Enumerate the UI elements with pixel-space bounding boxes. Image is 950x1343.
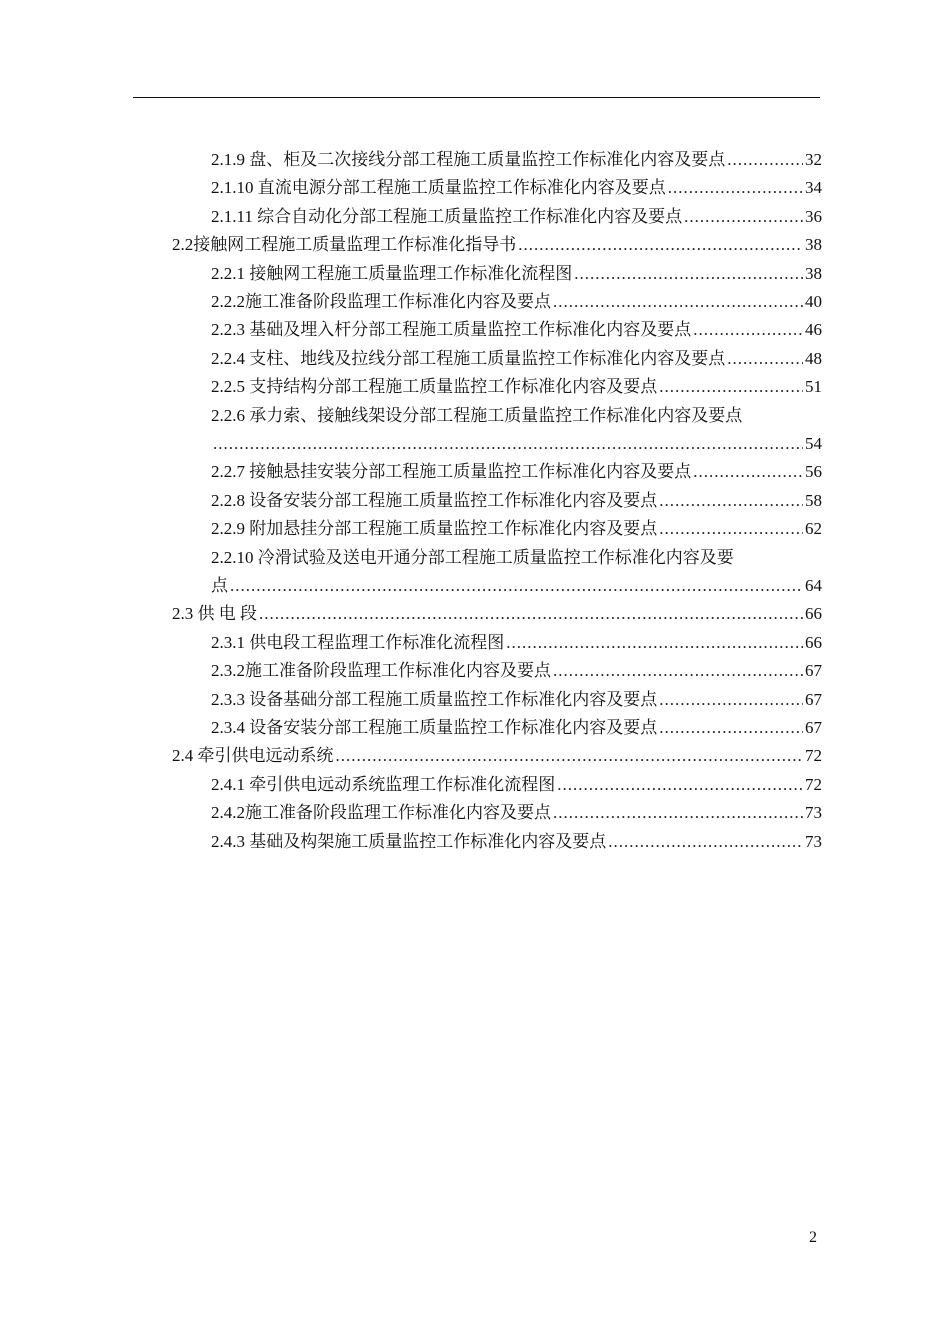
- toc-entry[interactable]: [211, 260, 822, 288]
- toc-entry[interactable]: [211, 487, 822, 515]
- toc-entry[interactable]: [211, 572, 822, 600]
- toc-entry-label: 点: [211, 576, 228, 595]
- toc-entry-page: 73: [805, 831, 822, 851]
- toc-entry-label: 2.2.1 接触网工程施工质量监理工作标准化流程图: [211, 263, 573, 283]
- toc-dot-leader: [684, 203, 803, 231]
- toc-entry-page: 46: [805, 320, 822, 340]
- toc-dot-leader: [553, 288, 803, 316]
- toc-entry-page: 40: [805, 292, 822, 311]
- toc-entry-page: 66: [805, 604, 822, 624]
- toc-entry-page: 36: [805, 206, 822, 226]
- toc-entry-label: 2.1.10 直流电源分部工程施工质量监控工作标准化内容及要点: [211, 178, 666, 198]
- toc-entry[interactable]: [211, 203, 822, 231]
- toc-entry-page: 51: [805, 377, 822, 397]
- toc-entry-page: 72: [805, 774, 822, 794]
- toc-entry[interactable]: [172, 742, 822, 770]
- toc-entry-label: 2.1.9 盘、柜及二次接线分部工程施工质量监控工作标准化内容及要点: [211, 150, 726, 169]
- toc-entry-label: 2.4.1 牵引供电远动系统监理工作标准化流程图: [211, 774, 556, 794]
- toc-entry-label: 2.3 供 电 段: [172, 604, 257, 624]
- toc-entry-page: 32: [805, 150, 822, 169]
- toc-dot-leader: [557, 771, 803, 799]
- toc-entry[interactable]: [211, 515, 822, 543]
- toc-entry[interactable]: [211, 544, 822, 572]
- toc-dot-leader: [693, 458, 803, 486]
- toc-dot-leader: [230, 572, 803, 600]
- toc-entry-label: 2.2.3 基础及埋入杆分部工程施工质量监控工作标准化内容及要点: [211, 320, 692, 340]
- toc-dot-leader: [727, 345, 803, 373]
- toc-entry-page: 72: [805, 746, 822, 766]
- toc-entry-label: 2.2.8 设备安装分部工程施工质量监控工作标准化内容及要点: [211, 490, 658, 510]
- toc-entry-label: 2.1.11 综合自动化分部工程施工质量监控工作标准化内容及要点: [211, 206, 683, 226]
- toc-dot-leader: [659, 686, 803, 714]
- toc-entry-page: 38: [805, 235, 822, 255]
- toc-entry-page: 54: [805, 434, 822, 453]
- page-number: 2: [809, 1229, 817, 1246]
- toc-dot-leader: [659, 714, 803, 742]
- toc-entry[interactable]: [211, 771, 822, 799]
- toc-entry-label: 2.3.4 设备安装分部工程施工质量监控工作标准化内容及要点: [211, 718, 658, 737]
- toc-entry-label: 2.3.3 设备基础分部工程施工质量监控工作标准化内容及要点: [211, 689, 658, 709]
- toc-entry-label: 2.2接触网工程施工质量监理工作标准化指导书: [172, 235, 517, 255]
- toc-dot-leader: [574, 260, 803, 288]
- toc-entry-page: 62: [805, 519, 822, 539]
- toc-entry[interactable]: [211, 316, 822, 344]
- toc-entry[interactable]: [211, 657, 822, 685]
- toc-entry[interactable]: [211, 828, 822, 856]
- toc-entry[interactable]: [211, 430, 822, 458]
- toc-entry-label: 2.2.5 支持结构分部工程施工质量监控工作标准化内容及要点: [211, 377, 658, 397]
- toc-entry[interactable]: [172, 231, 822, 259]
- toc-entry-page: 64: [805, 576, 822, 595]
- toc-entry-label: 2.2.10 冷滑试验及送电开通分部工程施工质量监控工作标准化内容及要: [211, 547, 734, 567]
- toc-entry-page: 56: [805, 462, 822, 482]
- toc-entry-page: 48: [805, 348, 822, 368]
- toc-dot-leader: [553, 657, 803, 685]
- toc-entry[interactable]: [211, 174, 822, 202]
- toc-dot-leader: [336, 742, 804, 770]
- toc-entry[interactable]: [211, 629, 822, 657]
- toc-entry-label: 2.4 牵引供电远动系统: [172, 746, 334, 766]
- header-rule: [133, 97, 820, 98]
- toc-entry-label: 2.4.2施工准备阶段监理工作标准化内容及要点: [211, 803, 551, 823]
- toc-entry-label: 2.2.2施工准备阶段监理工作标准化内容及要点: [211, 292, 551, 311]
- toc-entry-label: 2.3.2施工准备阶段监理工作标准化内容及要点: [211, 661, 551, 681]
- toc-entry-page: 58: [805, 490, 822, 510]
- toc-entry-page: 38: [805, 263, 822, 283]
- toc-dot-leader: [213, 430, 803, 458]
- toc-entry[interactable]: [211, 458, 822, 486]
- toc-entry[interactable]: [211, 402, 822, 430]
- toc-entry-label: 2.4.3 基础及构架施工质量监控工作标准化内容及要点: [211, 831, 607, 851]
- toc-entry-page: 34: [805, 178, 822, 198]
- toc-entry-page: 66: [805, 632, 822, 652]
- toc-dot-leader: [259, 600, 803, 628]
- toc-dot-leader: [668, 174, 803, 202]
- toc-dot-leader: [727, 146, 803, 174]
- toc-dot-leader: [553, 799, 803, 827]
- toc-entry[interactable]: [211, 288, 822, 316]
- toc-entry-label: 2.2.7 接触悬挂安装分部工程施工质量监控工作标准化内容及要点: [211, 462, 692, 482]
- toc-dot-leader: [659, 373, 803, 401]
- toc-entry[interactable]: [211, 373, 822, 401]
- toc-entry[interactable]: [211, 714, 822, 742]
- toc-entry-label: 2.2.9 附加悬挂分部工程施工质量监控工作标准化内容及要点: [211, 519, 658, 539]
- toc-dot-leader: [518, 231, 803, 259]
- toc-dot-leader: [506, 629, 803, 657]
- toc-entry-label: 2.2.6 承力索、接触线架设分部工程施工质量监控工作标准化内容及要点: [211, 405, 743, 425]
- toc-entry-page: 67: [805, 718, 822, 737]
- toc-entry-page: 67: [805, 689, 822, 709]
- toc-entry[interactable]: [172, 600, 822, 628]
- toc-entry[interactable]: [211, 799, 822, 827]
- toc-entry[interactable]: [211, 146, 822, 174]
- toc-dot-leader: [659, 487, 803, 515]
- toc-dot-leader: [693, 316, 803, 344]
- toc-entry-label: 2.2.4 支柱、地线及拉线分部工程施工质量监控工作标准化内容及要点: [211, 348, 726, 368]
- toc-entry[interactable]: [211, 686, 822, 714]
- toc-entry-page: 67: [805, 661, 822, 681]
- toc-entry-label: 2.3.1 供电段工程监理工作标准化流程图: [211, 632, 505, 652]
- toc-entry-page: 73: [805, 803, 822, 823]
- toc-dot-leader: [608, 828, 803, 856]
- toc-dot-leader: [659, 515, 803, 543]
- toc-entry[interactable]: [211, 345, 822, 373]
